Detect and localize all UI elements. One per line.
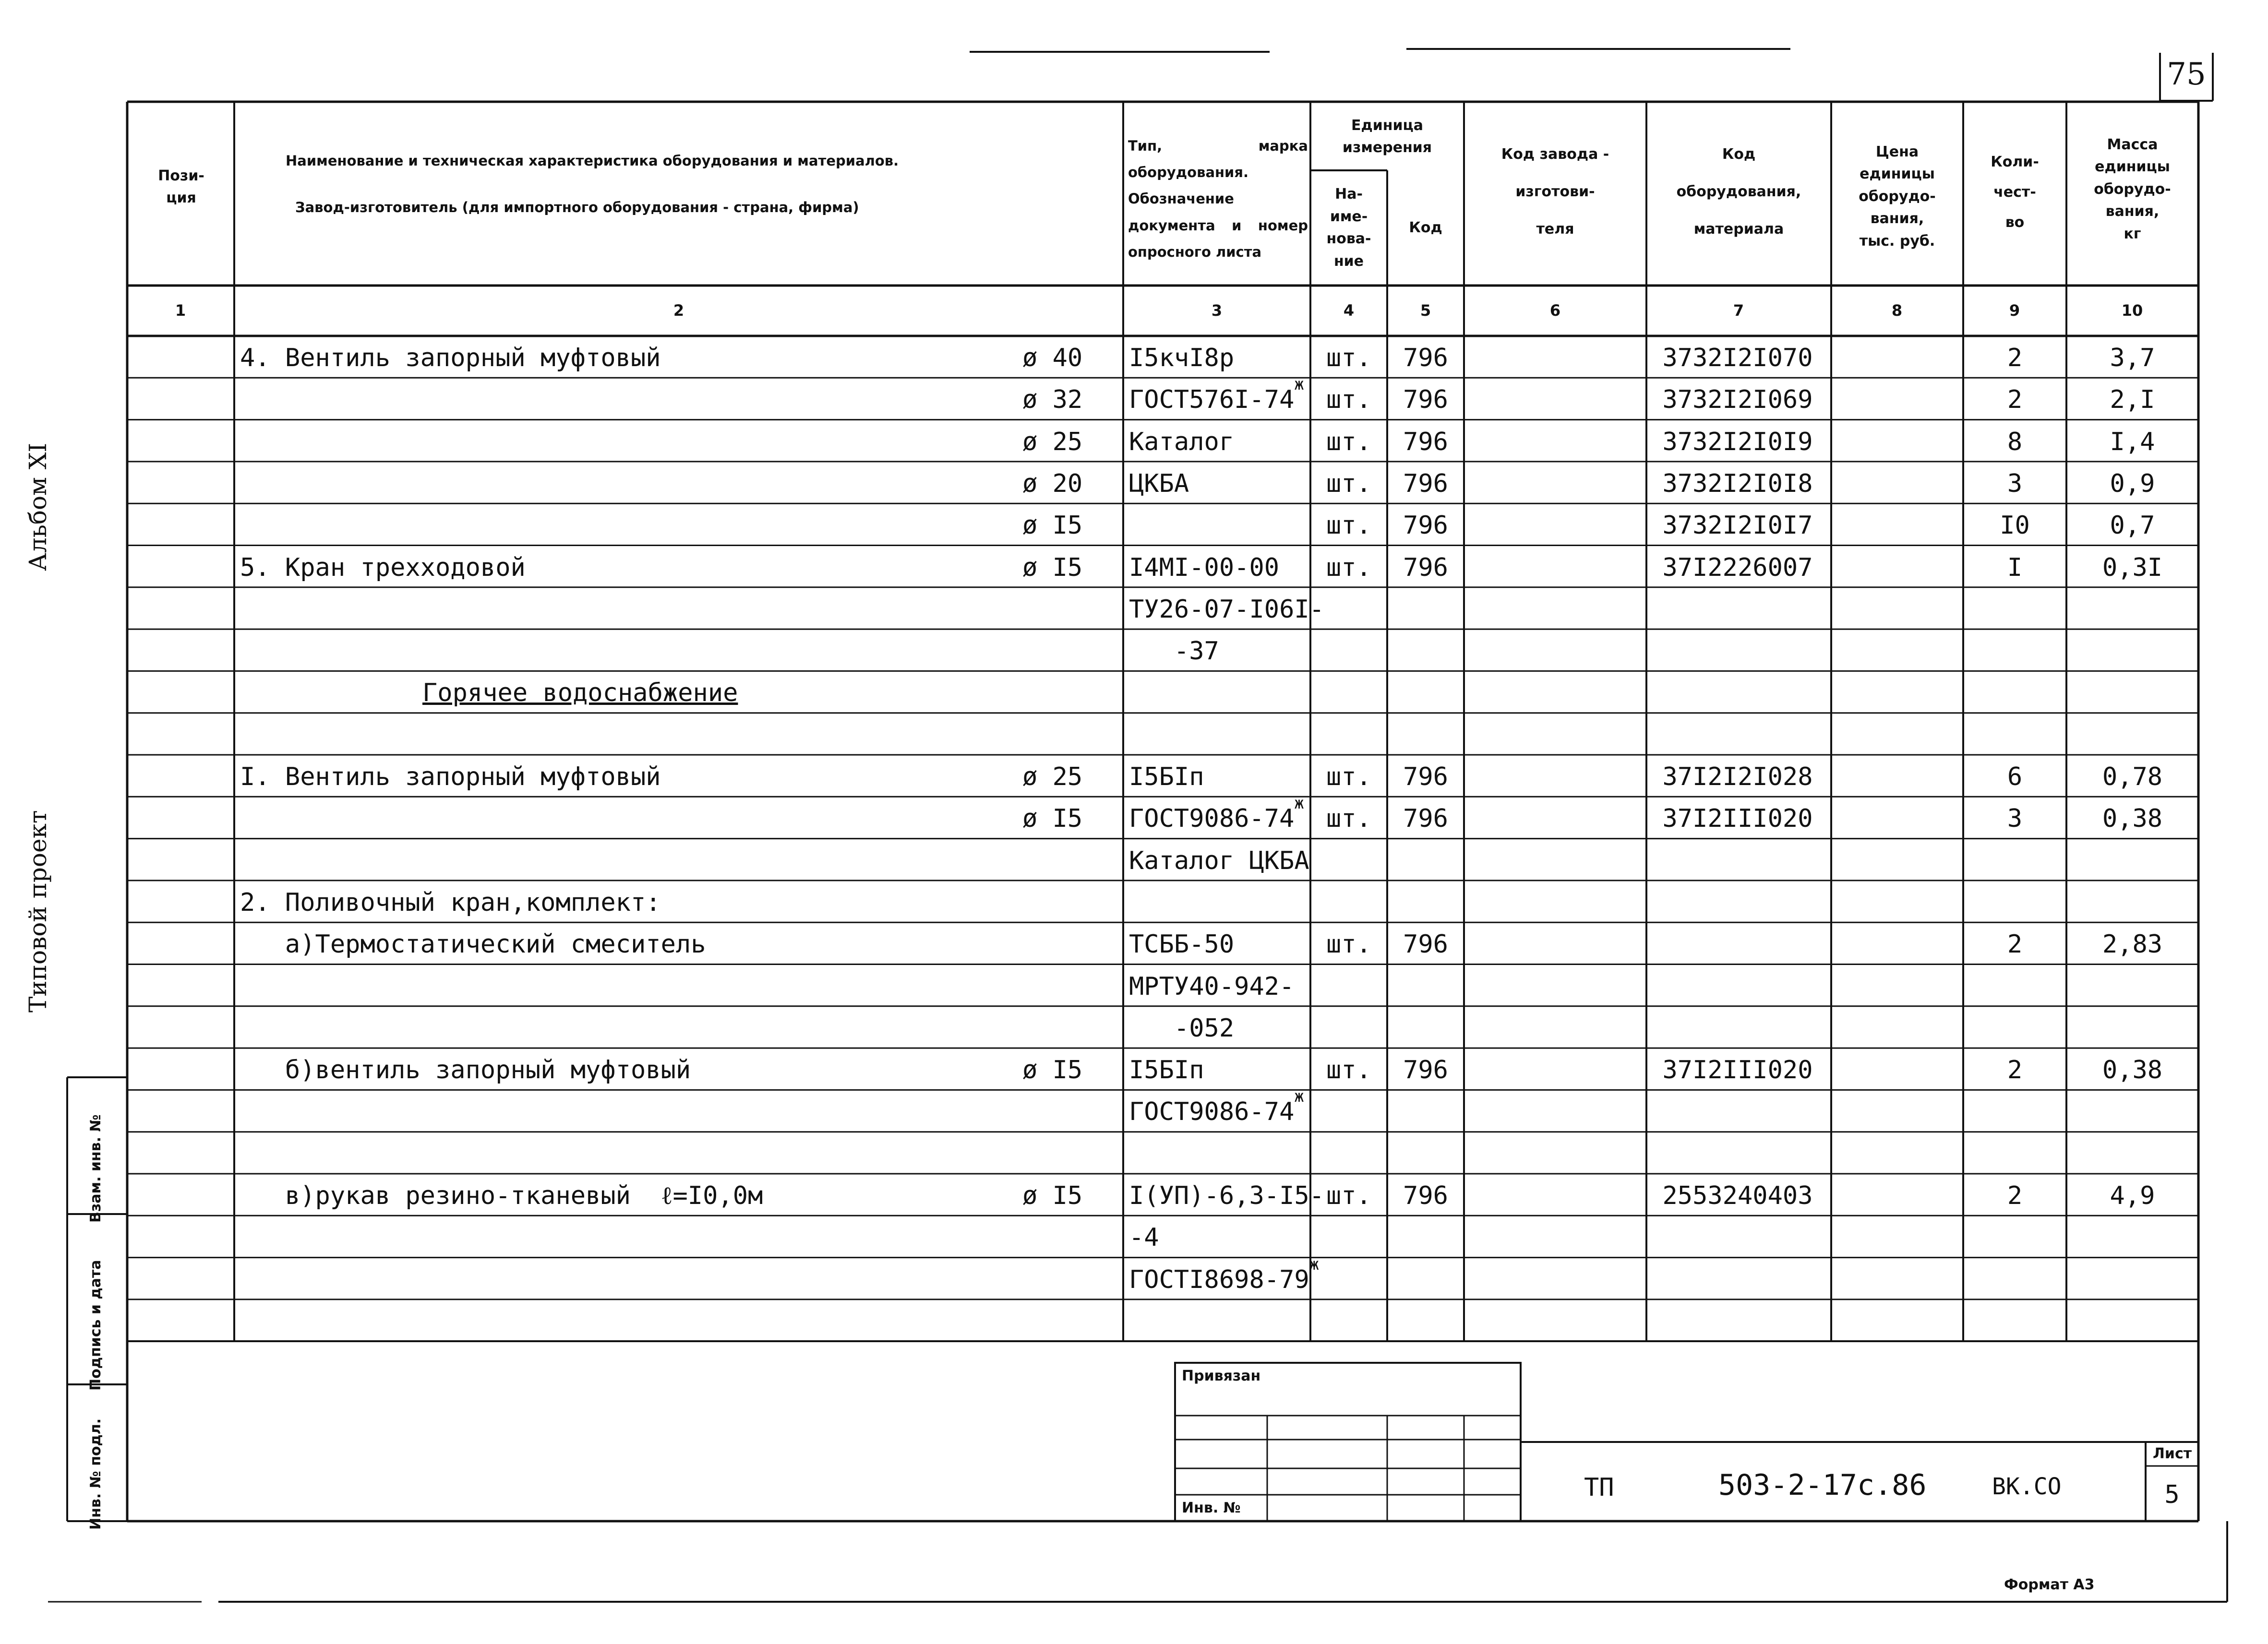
item-name: 4. Вентиль запорный муфтовый — [240, 344, 661, 372]
item-quantity: 2 — [2007, 1181, 2023, 1210]
item-mass: 0,78 — [2102, 762, 2163, 791]
stamp-mark: ВК.СО — [1992, 1473, 2062, 1500]
item-quantity: I0 — [2000, 511, 2030, 540]
item-name: 5. Кран трехходовой — [240, 553, 526, 582]
column-number: 6 — [1549, 301, 1561, 320]
header-mass: Масса единицы оборудо- вания, кг — [2094, 136, 2171, 242]
header-price: Цена единицы оборудо- вания, тыс. руб. — [1859, 143, 1936, 250]
item-mass: 2,83 — [2102, 930, 2163, 959]
item-diameter: ø I5 — [1022, 1056, 1083, 1085]
stamp-inv-no: Инв. № — [1182, 1500, 1241, 1516]
item-quantity: I — [2007, 553, 2023, 582]
item-unit: шт. — [1326, 344, 1371, 372]
item-diameter: ø 25 — [1022, 762, 1083, 791]
item-diameter: ø 32 — [1022, 385, 1083, 415]
item-quantity: 8 — [2007, 427, 2023, 456]
item-mass: 4,9 — [2110, 1181, 2155, 1210]
item-unit: шт. — [1326, 427, 1371, 456]
header-name-line1: Наименование и техническая характеристика оборудования и материалов. — [286, 153, 899, 169]
stamp-sheet-number: 5 — [2164, 1480, 2180, 1509]
side-label-inv-vzam: Взам. инв. № — [87, 1114, 104, 1223]
item-unit-code: 796 — [1403, 1056, 1448, 1085]
item-mass: 0,9 — [2110, 469, 2155, 498]
item-type: Каталог — [1129, 427, 1235, 456]
stamp-doc-code: 503-2-17с.86 — [1718, 1468, 1927, 1502]
side-label-album: Альбом XI — [24, 442, 52, 571]
item-name: а)Термостатический смеситель — [240, 930, 706, 959]
item-equipment-code: 3732I2I0I9 — [1662, 427, 1813, 456]
header-position: Пози- ция — [158, 167, 204, 206]
item-equipment-code: 3732I2I0I8 — [1662, 469, 1813, 498]
header-qty: Коли- чест- во — [1991, 153, 2039, 231]
item-quantity: 2 — [2007, 1056, 2023, 1085]
item-equipment-code: 37I2III020 — [1662, 804, 1813, 834]
item-equipment-code: 37I2226007 — [1662, 553, 1813, 582]
header-name-line2: Завод-изготовитель (для импортного оборудования - страна, фирма) — [295, 199, 859, 215]
item-type: Каталог ЦКБА — [1129, 846, 1309, 875]
header-unit: Единица измерения — [1342, 117, 1432, 156]
item-type: МРТУ40-942- — [1129, 972, 1295, 1001]
item-unit: шт. — [1326, 553, 1371, 582]
item-unit: шт. — [1326, 469, 1371, 498]
column-number: 9 — [2009, 301, 2020, 320]
column-number: 4 — [1343, 301, 1355, 320]
item-unit: шт. — [1326, 385, 1371, 415]
item-name: б)вентиль запорный муфтовый — [240, 1056, 691, 1085]
item-type: I5кчI8р — [1129, 344, 1235, 372]
item-unit-code: 796 — [1403, 762, 1448, 791]
side-label-sign-date: Подпись и дата — [87, 1260, 104, 1391]
sheet-number-top: 75 — [2167, 57, 2206, 92]
item-quantity: 3 — [2007, 469, 2023, 498]
item-diameter: ø 25 — [1022, 427, 1083, 456]
item-mass: 2,I — [2110, 385, 2155, 415]
item-diameter: ø 20 — [1022, 469, 1083, 498]
item-name: I. Вентиль запорный муфтовый — [240, 762, 661, 791]
item-equipment-code: 37I2III020 — [1662, 1056, 1813, 1085]
item-type: I(УП)-6,3-I5- — [1129, 1181, 1324, 1210]
column-number: 7 — [1733, 301, 1744, 320]
item-type: ГОСТ576I-74 — [1129, 385, 1295, 415]
item-unit-code: 796 — [1403, 511, 1448, 540]
side-label-inv-podl: Инв. № подл. — [87, 1418, 104, 1530]
item-type: I4МI-00-00 — [1129, 553, 1280, 582]
item-unit: шт. — [1326, 1056, 1371, 1085]
item-name: в)рукав резино-тканевый ℓ=I0,0м — [240, 1181, 763, 1210]
item-mass: 0,38 — [2102, 804, 2163, 834]
column-number: 10 — [2121, 301, 2143, 320]
item-equipment-code: 37I2I2I028 — [1662, 762, 1813, 791]
item-type: ГОСТ9086-74 — [1129, 804, 1295, 834]
item-mass: 0,38 — [2102, 1056, 2163, 1085]
item-mass: 0,7 — [2110, 511, 2155, 540]
format-label: Формат А3 — [2004, 1576, 2095, 1593]
item-unit-code: 796 — [1403, 469, 1448, 498]
item-quantity: 2 — [2007, 344, 2023, 372]
item-unit-code: 796 — [1403, 553, 1448, 582]
item-equipment-code: 2553240403 — [1662, 1181, 1813, 1210]
item-unit-code: 796 — [1403, 804, 1448, 834]
side-label-project: Типовой проект — [24, 810, 52, 1013]
item-type: ТСББ-50 — [1129, 930, 1235, 959]
item-diameter: ø I5 — [1022, 1181, 1083, 1210]
item-diameter: ø I5 — [1022, 511, 1083, 540]
item-mass: 0,3I — [2102, 553, 2163, 582]
item-unit: шт. — [1326, 762, 1371, 791]
header-type: Тип, марка оборудования. Обозначение документа и номер опросного листа — [1128, 138, 1308, 260]
item-unit: шт. — [1326, 511, 1371, 540]
item-diameter: ø 40 — [1022, 344, 1083, 372]
item-equipment-code: 3732I2I070 — [1662, 344, 1813, 372]
header-unit-name: На- име- нова- ние — [1326, 186, 1371, 270]
item-diameter: ø I5 — [1022, 553, 1083, 582]
item-quantity: 6 — [2007, 762, 2023, 791]
item-type: I5БIп — [1129, 1056, 1204, 1085]
column-number: 5 — [1420, 301, 1431, 320]
column-number: 2 — [673, 301, 684, 320]
item-equipment-code: 3732I2I0I7 — [1662, 511, 1813, 540]
item-equipment-code: 3732I2I069 — [1662, 385, 1813, 415]
item-unit-code: 796 — [1403, 427, 1448, 456]
item-type: ГОСТI8698-79 — [1129, 1265, 1309, 1294]
header-factory-code: Код завода - изготови- теля — [1501, 146, 1609, 238]
item-quantity: 3 — [2007, 804, 2023, 834]
stamp-privyazan: Привязан — [1182, 1368, 1261, 1384]
item-type: ГОСТ9086-74 — [1129, 1097, 1295, 1127]
stamp-tp: ТП — [1584, 1473, 1614, 1502]
item-unit: шт. — [1326, 804, 1371, 834]
item-type: ТУ26-07-I06I- — [1129, 595, 1324, 624]
item-mass: I,4 — [2110, 427, 2155, 456]
stamp-sheet-label: Лист — [2153, 1445, 2192, 1462]
column-number: 8 — [1891, 301, 1903, 320]
item-type: -052 — [1129, 1013, 1235, 1043]
item-unit-code: 796 — [1403, 385, 1448, 415]
header-unit-code: Код — [1409, 219, 1442, 236]
item-type: I5БIп — [1129, 762, 1204, 791]
item-type: ЦКБА — [1129, 469, 1189, 498]
section-heading: Горячее водоснабжение — [422, 679, 738, 708]
item-unit-code: 796 — [1403, 1181, 1448, 1210]
header-equipment-code: Код оборудования, материала — [1676, 146, 1801, 238]
column-number: 3 — [1211, 301, 1223, 320]
item-type: -37 — [1129, 637, 1219, 666]
item-type: -4 — [1129, 1223, 1159, 1252]
item-quantity: 2 — [2007, 930, 2023, 959]
item-unit-code: 796 — [1403, 930, 1448, 959]
column-number: 1 — [175, 301, 186, 320]
item-quantity: 2 — [2007, 385, 2023, 415]
item-unit: шт. — [1326, 1181, 1371, 1210]
item-unit: шт. — [1326, 930, 1371, 959]
item-unit-code: 796 — [1403, 344, 1448, 372]
item-mass: 3,7 — [2110, 344, 2155, 372]
item-name: 2. Поливочный кран,комплект: — [240, 888, 661, 917]
item-diameter: ø I5 — [1022, 804, 1083, 834]
